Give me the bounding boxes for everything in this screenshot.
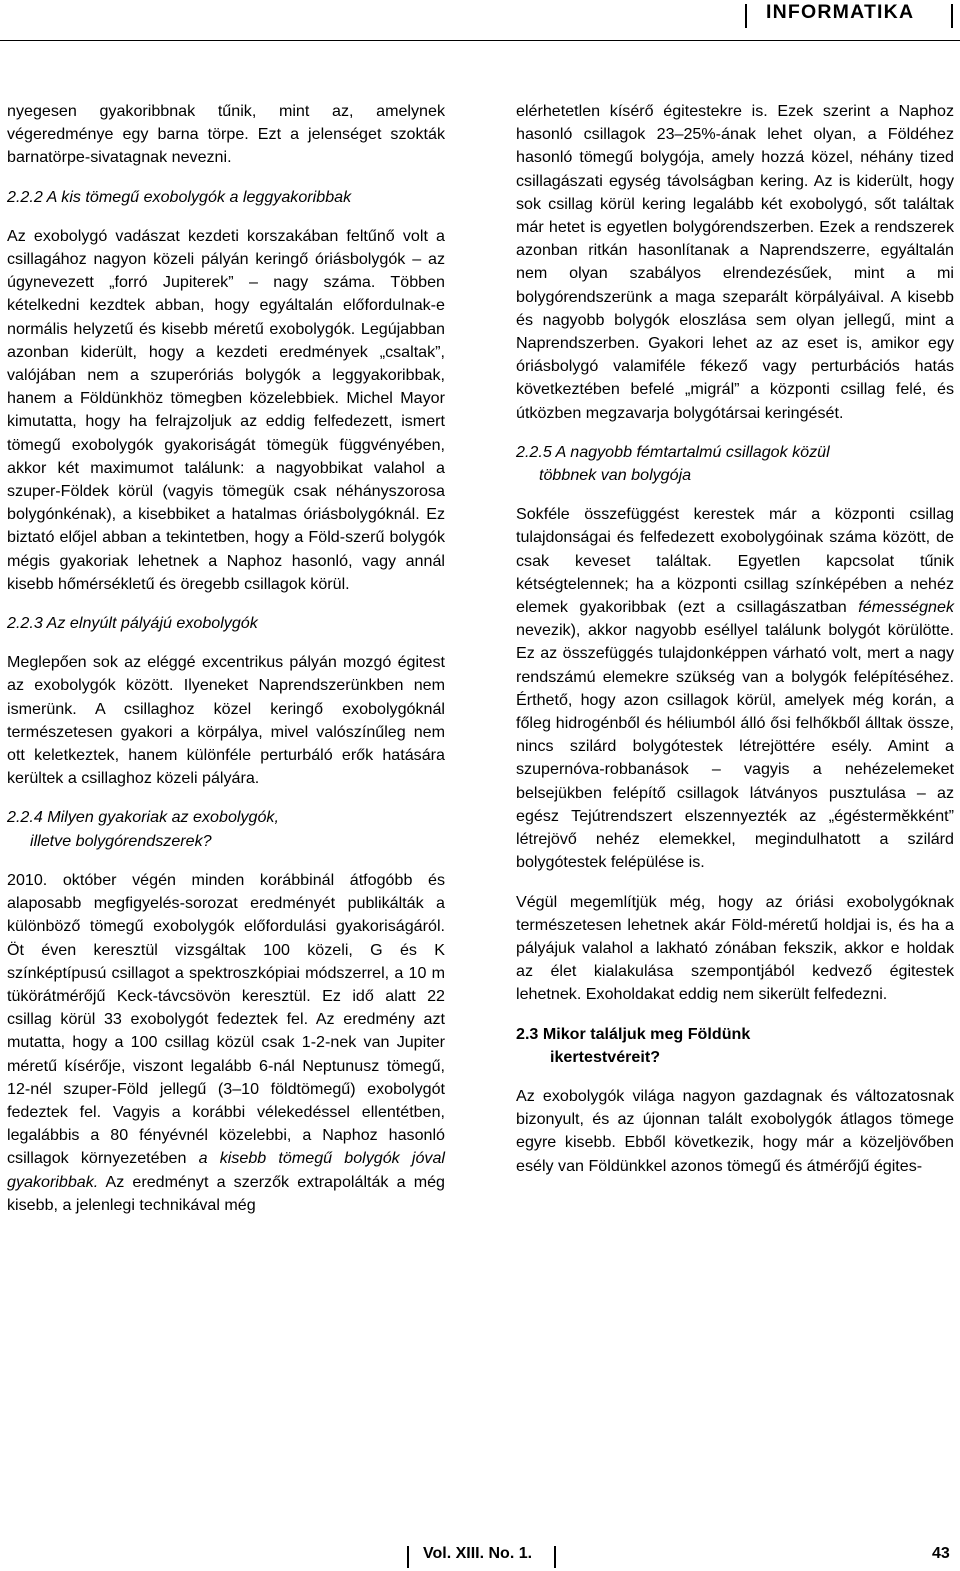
section-heading-2-2-5: [516, 441, 954, 487]
paragraph: Végül megemlítjük még, hogy az óriási exobolygóknak természetesen lehetnek akár Föld-méretű holdjai is, és ha a pályájuk valahol a lakható zónában fekszik, akkor e holdak az élet kialakulása szempontjából kedvező égitestek lehetnek. Exoholdakat eddig nem sikerült felfedezni.: [516, 892, 954, 1004]
paragraph: Az exobolygók világa nagyon gazdagnak és változatosnak bizonyult, és az újonnan talált exobolygók átlagos tömege egyre kisebb. Ebből következik, hogy már a közeljövőben esély van Földünkkel azonos tömegű és átmérőjű égites-: [516, 1086, 954, 1175]
paragraph: Meglepően sok az eléggé excentrikus pályán mozgó égitest az exobolygók között. Ilyeneket Naprendszerünkben nem ismerünk. A csillaghoz közel keringő exobolygóknál természetesen gyakori a körpálya, mivel valószínűleg nem ott keletkeztek, hanem különféle perturbáló erők hatására kerültek a csillaghoz közeli pályára.: [7, 653, 445, 788]
section-heading-2-3: [516, 1023, 954, 1069]
section-title: INFORMATIKA: [766, 1, 915, 23]
paragraph: [7, 869, 445, 1217]
section-heading-2-2-2: 2.2.2 A kis tömegű exobolygók a leggyakoribbak: [7, 187, 352, 206]
left-column: [7, 100, 445, 1217]
emphasis: fémességnek: [858, 598, 954, 617]
footer-divider: [407, 1546, 409, 1568]
issue-label: Vol. XIII. No. 1.: [423, 1545, 533, 1562]
heading-line: ikertestvéreit?: [550, 1047, 661, 1066]
text-run: Az eredményt a szerzők extrapolálták a még kisebb, a jelenlegi technikával még: [7, 1172, 445, 1214]
header-divider: [951, 4, 953, 28]
right-column: [516, 100, 954, 1178]
footer-divider: [554, 1546, 556, 1568]
paragraph: elérhetetlen kísérő égitestekre is. Ezek szerint a Naphoz hasonló csillagok 23–25%-ának lehet olyan, a Földéhez hasonló tömegű bolygója, amely hozzá közel, néhány tized csillagászati egység távolságban kering. Az is kiderült, hogy sok csillag körül kering legalább két exobolygó, sőt találtak már hetet is egyetlen bolygórendszerben. Ezek a rendszerek azonban ritkán hasonlítanak a Naprendszerre, egyáltalán nem olyan szabályos elrendezésűek, mint a mi bolygórendszerünk a maga szeparált körpályáival. A kisebb és nagyobb bolygók eloszlása sem olyan jellegű, mint a Naprendszerben. Gyakori lehet az az eset is, amikor egy óriásbolygó valamiféle fékező vagy perturbációs hatás következtében befelé „migrál” a központi csillag felé, és útközben megzavarja bolygótársai keringését.: [516, 102, 954, 422]
heading-line: 2.2.5 A nagyobb fémtartalmú csillagok közül: [516, 442, 830, 461]
emphasis: a kisebb tömegű bolygók jóval gyakoribbak.: [7, 1149, 445, 1191]
text-run: Sokféle összefüggést kerestek már a központi csillag tulajdonságai és felfedezett exobolygóinak száma között, de csak keveset találtak. Egyetlen kapcsolat tűnik kétségtelennek; ha a központi csillag színképében a nehéz elemek gyakoribbak (ezt a csillagászatban: [516, 505, 954, 617]
header-rule: [0, 40, 960, 41]
heading-line: többnek van bolygója: [539, 466, 692, 485]
page-footer: [0, 1540, 960, 1568]
heading-line: illetve bolygórendszerek?: [30, 831, 212, 850]
section-heading-2-2-4: [7, 806, 445, 852]
paragraph: nyegesen gyakoribbnak tűnik, mint az, amelynek végeredménye egy barna törpe. Ezt a jelenséget szokták barnatörpe-sivatagnak nevezni.: [7, 102, 445, 167]
paragraph: [516, 503, 954, 874]
page-header: [0, 0, 960, 38]
heading-line: 2.3 Mikor találjuk meg Földünk: [516, 1024, 751, 1043]
page-number: 43: [932, 1545, 950, 1562]
header-divider: [745, 4, 747, 28]
text-run: 2010. október végén minden korábbinál átfogóbb és alaposabb megfigyelés-sorozat eredményét publikálták a különböző tömegű exobolygók előfordulási gyakoriságáról. Öt éven keresztül vizsgáltak 100 közeli, G és K színképtípusú csillagot a spektroszkópiai módszerrel, a 10 m tükörátmérőjű Keck-távcsövön keresztül. Ez idő alatt 22 csillag körül 33 exobolygót fedeztek fel. Az eredmény azt mutatta, hogy a 100 csillag közül csak 1-2-nek van Jupiter méretű kísérője, viszont legalább 6-nál Neptunusz tömegű, 12-nél szuper-Föld jellegű (3–10 földtömegű) exobolygót fedeztek fel. Vagyis a korábbi vélekedéssel ellentétben, legalábbis a 80 fényévnél közelebbi, a Naphoz hasonló csillagok környezetében: [7, 870, 445, 1168]
text-run: nevezik), akkor nagyobb eséllyel találunk bolygót körülötte. Ez az összefüggés tulajdonképpen várható volt, mert a nagy rendszámú elemekre szükség van a bolygók felépítéséhez. Érthető, hogy azon csillagok körül, amelyek még korán, a főleg hidrogénből és héliumból álló ősi felhőkből álltak össze, nincs szilárd bolygótestek létrejöttére esély. Amint a szupernóva-robbanások – vagyis a nehézelemeket belsejükben felépítő csillagok látványos pusztulása – az egész Tejútrendszert elszennyezték az „égésterměkként” létrejövő nehéz elemekkel, megindulhatott a szilárd bolygótestek felépülése is.: [516, 621, 954, 872]
section-heading-2-2-3: 2.2.3 Az elnyúlt pályájú exobolygók: [7, 614, 258, 633]
heading-line: 2.2.4 Milyen gyakoriak az exobolygók,: [7, 808, 279, 827]
paragraph: Az exobolygó vadászat kezdeti korszakában feltűnő volt a csillagához nagyon közeli pályán keringő óriásbolygók – az úgynevezett „forró Jupiterek” – nagy száma. Többen kételkedni kezdtek abban, hogy egyáltalán előfordulnak-e normális helyzetű és kisebb méretű exobolygók. Legújabban azonban kiderült, hogy a kezdeti eredmények „csaltak”, valójában nem a szuperóriás bolygók a leggyakoribbak, hanem a Földünkhöz tömegben közelebbiek. Michel Mayor kimutatta, hogy ha felrajzoljuk az eddig felfedezett, ismert tömegű exobolygók gyakoriságát tömegük függvényében, akkor két maximumot találunk: a nagyobbikat valahol a szuper-Földek körül (vagyis tömegük csak néhányszorosa bolygónkénak), a kisebbiket a hatalmas óriásbolygóknál. Ez biztató előjel abban a tekintetben, hogy a Föld-szerű bolygók mégis gyakoriak lehetnek a Naphoz hasonló, vagy annál kisebb hőmérsékletű és öregebb csillagok körül.: [7, 226, 445, 593]
